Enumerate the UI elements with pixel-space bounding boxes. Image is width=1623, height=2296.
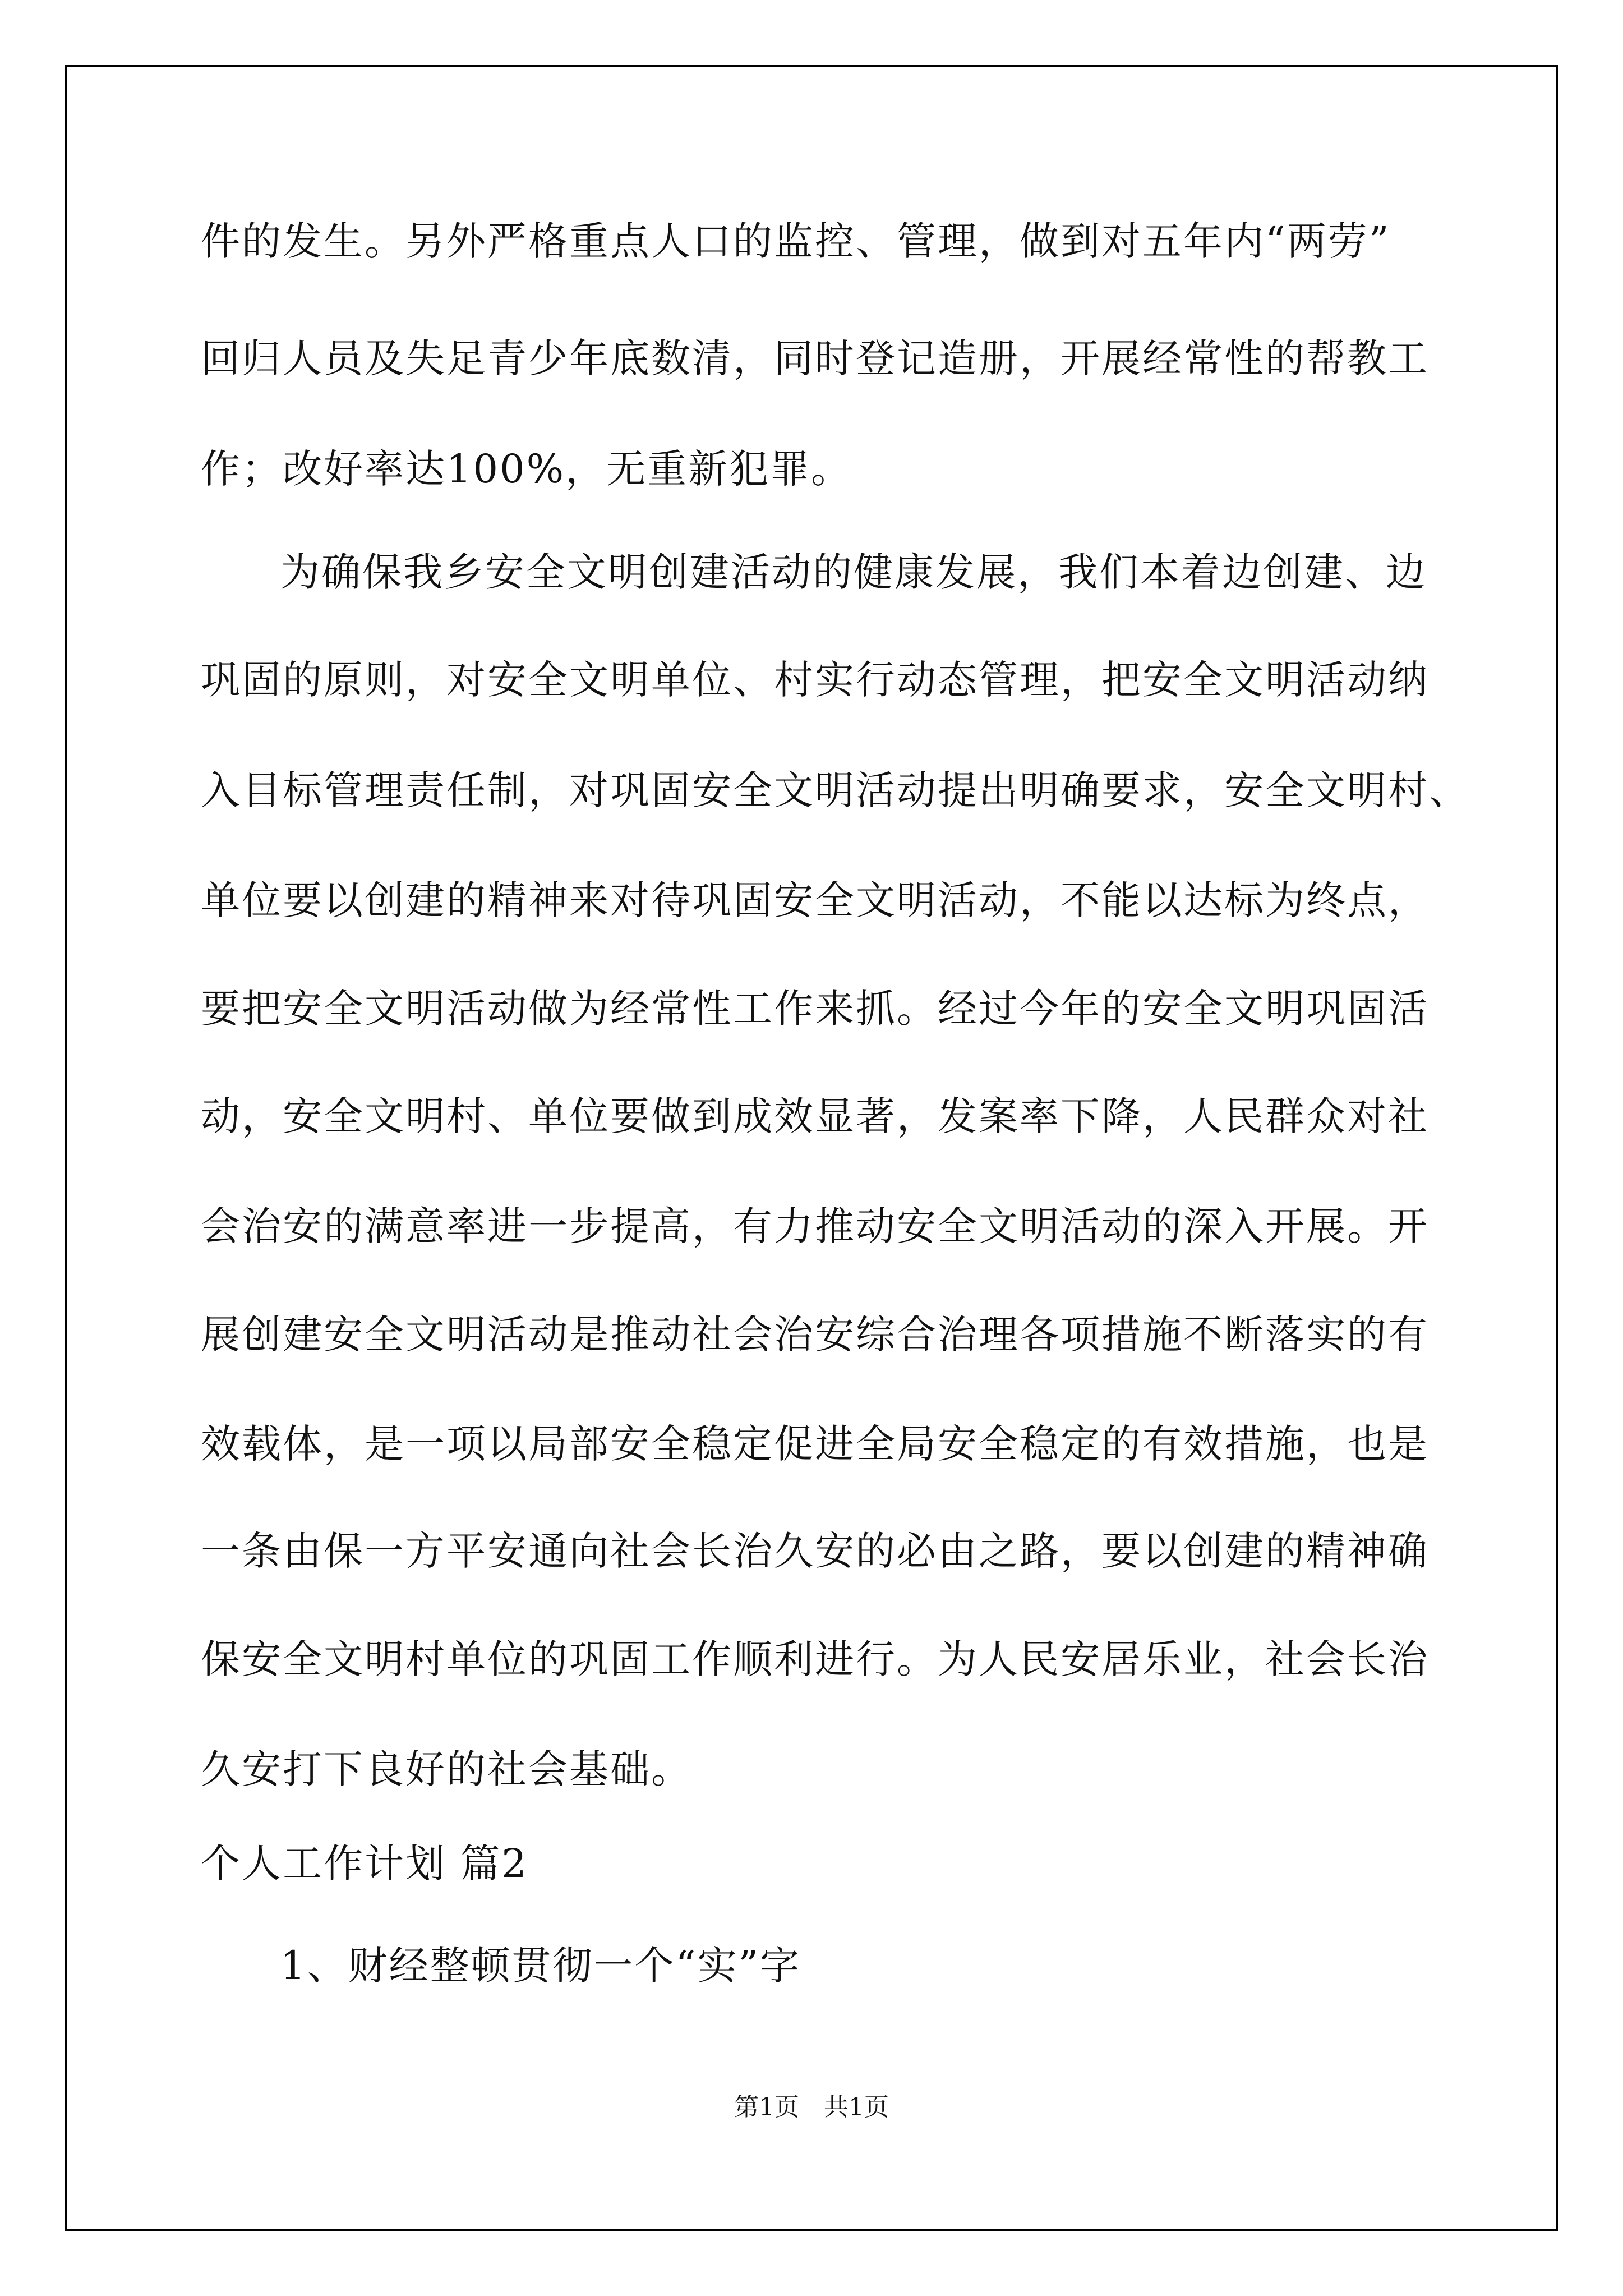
text-line: 为确保我乡安全文明创建活动的健康发展，我们本着边创建、边 [280,549,1427,595]
text-line: 回归人员及失足青少年底数清，同时登记造册，开展经常性的帮教工 [201,335,1429,381]
page-border [65,65,1558,2231]
section-heading: 个人工作计划 篇2 [201,1841,528,1887]
text-line: 一条由保一方平安通向社会长治久安的必由之路，要以创建的精神确 [201,1528,1429,1574]
text-line: 久安打下良好的社会基础。 [201,1746,692,1792]
page-footer: 第1页 共1页 [734,2093,889,2122]
list-item: 1、财经整顿贯彻一个“实”字 [280,1943,801,1989]
text-line: 单位要以创建的精神来对待巩固安全文明活动，不能以达标为终点， [201,877,1429,923]
text-line: 动，安全文明村、单位要做到成效显著，发案率下降，人民群众对社 [201,1093,1429,1139]
text-line: 巩固的原则，对安全文明单位、村实行动态管理，把安全文明活动纳 [201,657,1429,703]
text-line: 作；改好率达100%，无重新犯罪。 [201,446,852,492]
text-line: 会治安的满意率进一步提高，有力推动安全文明活动的深入开展。开 [201,1203,1429,1249]
text-line: 件的发生。另外严格重点人口的监控、管理，做到对五年内“两劳” [201,218,1391,264]
text-line: 展创建安全文明活动是推动社会治安综合治理各项措施不断落实的有 [201,1312,1429,1358]
text-line: 要把安全文明活动做为经常性工作来抓。经过今年的安全文明巩固活 [201,986,1429,1032]
text-line: 效载体，是一项以局部安全稳定促进全局安全稳定的有效措施，也是 [201,1421,1429,1467]
text-line: 保安全文明村单位的巩固工作顺利进行。为人民安居乐业，社会长治 [201,1636,1429,1682]
text-line: 入目标管理责任制，对巩固安全文明活动提出明确要求，安全文明村、 [201,767,1470,813]
